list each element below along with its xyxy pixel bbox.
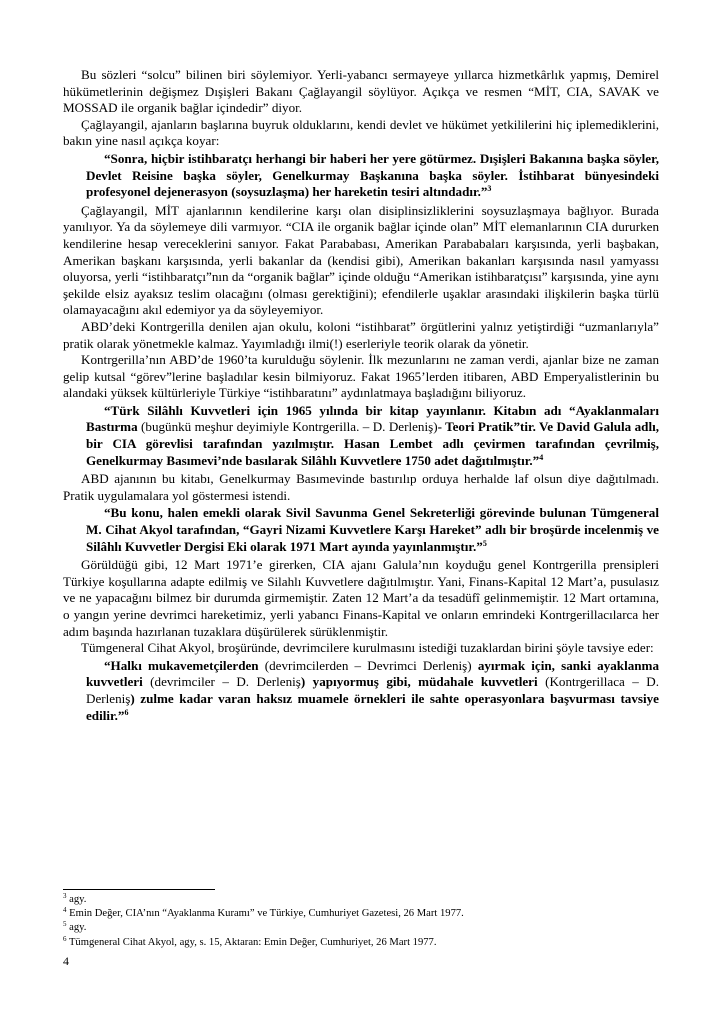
footnote-ref: 5 [482, 538, 487, 548]
footnote [63, 936, 659, 950]
footnote [63, 921, 659, 935]
footnote-ref: 3 [487, 184, 492, 194]
editor-note: (devrimciler – D. Derleniş [142, 674, 301, 690]
paragraph: Çağlayangil, ajanların başlarına buyruk olduklarını, kendi devlet ve hükümet yetkililerini hiç iplemediklerini, bakın yine nasıl açıkça koyar: [63, 116, 659, 149]
footnote-number: 4 [63, 906, 67, 915]
block-quote [86, 658, 659, 724]
block-quote [86, 505, 659, 555]
footnote-ref: 4 [539, 452, 544, 462]
footnote-text: Tümgeneral Cihat Akyol, agy, s. 15, Aktaran: Emin Değer, Cumhuriyet, 26 Mart 1977. [66, 936, 437, 948]
footnote-text: agy. [66, 922, 87, 934]
quote-text: “Türk Silâhlı Kuvvetleri için 1965 yılında bir kitap yayınlanır. Kitabın adı “Ayaklanmaları Bastırma [86, 402, 659, 435]
quote-text: “Sonra, hiçbir istihbaratçı herhangi bir haberi her yere götürmez. Dışişleri Bakanına başka söyler, Devlet Reisine başka söyler, Genelkurmay Başkanına başka söyler. İstihbarat bünyesindeki profesyonel dejenerasyon (soysuzlaşma) her hareketin tesiri altındadır.” [86, 150, 659, 200]
paragraph: Bu sözleri “solcu” bilinen biri söylemiyor. Yerli-yabancı sermayeye yıllarca hizmetkârlık yapmış, Demirel hükümetlerinin değişmez Dışişleri Bakanı Çağlayangil söylüyor. Açıkça ve resmen “MİT, CIA, SAVAK ve MOSSAD ile organik bağlar içindedir” diyor. [63, 67, 659, 116]
page-number: 4 [63, 954, 69, 968]
paragraph: ABD’deki Kontrgerilla denilen ajan okulu, koloni “istihbarat” örgütlerini yalnız yetiştirdiği “uzmanlarıyla” pratik olarak yönetmekle kalmaz. Yayımladığı ilmi(!) eserleriyle teorik olarak da yönetir. [63, 318, 659, 351]
footnote-divider [63, 889, 215, 890]
quote-text: “Halkı mukavemetçilerden [104, 657, 259, 673]
quote-text: ) yapıyormuş gibi, müdahale kuvvetleri [300, 674, 538, 690]
paragraph: Kontrgerilla’nın ABD’de 1960’ta kurulduğu söylenir. İlk mezunlarını ne zaman verdi, ajanlar bize ne zaman gelip kutsal “görev”lerine başladılar kesin bilmiyoruz. Fakat 1965’lerden itibaren, ABD Emperyalistlerinin bu alandaki yüksek kültürleriyle Türkiye “istihbaratını” aydınlatmaya başladığını biliyoruz. [63, 352, 659, 401]
editor-note: (devrimcilerden – Devrimci Derleniş) [258, 657, 478, 673]
paragraph: ABD ajanının bu kitabı, Genelkurmay Basımevinde bastırılıp orduya herhalde laf olsun diye dağıtılmadı. Pratik uygulamalara yol göstermesi istendi. [63, 471, 659, 503]
footnote-text: agy. [66, 894, 87, 905]
block-quote [86, 403, 659, 469]
editor-note: (bugünkü meşhur deyimiyle Kontrgerilla. – D. Derleniş) [137, 419, 438, 435]
page-body [63, 67, 659, 726]
footnote-number: 5 [63, 920, 67, 929]
quote-text: ayırmak için, sanki ayaklanma kuvvetleri [86, 657, 659, 690]
footnote-number: 3 [63, 892, 67, 900]
footnote [63, 893, 659, 907]
quote-text: - Teori Pratik”tir. Ve David Galula adlı, bir CIA görevlisi tarafından yazılmıştır. Hasan Lembet adlı çevirmen tarafından çevrilmiş, Genelkurmay Basımevi’nde basılarak Silâhlı Kuvvetlere 1750 adet dağıtılmıştır.” [86, 419, 659, 468]
footnote-number: 6 [63, 934, 67, 943]
footnote-ref: 6 [124, 707, 129, 717]
editor-note: (Kontrgerillaca – D. Derleniş [86, 674, 660, 706]
paragraph: Görüldüğü gibi, 12 Mart 1971’e girerken, CIA ajanı Galula’nın koyduğu genel Kontrgerilla prensipleri Türkiye koşullarına adapte edilmiş ve Silahlı Kuvvetlere dağıtılmıştır. Yani, Finans-Kapital 12 Mart’a, pusulasız ve ne yapacağını bilmez bir durumda girmemiştir. Zaten 12 Mart’a da tesadüfî gelinmemiştir. 12 Mart ortamına, o yangın yerine devrimci hareketimiz, yerli yabancı Finans-Kapital ve onların emrindeki Kontrgerillacılarca her adım başında hazırlanan tuzaklara düşürülerek sürüklenmiştir. [63, 557, 659, 639]
paragraph: Tümgeneral Cihat Akyol, broşüründe, devrimcilere kurulmasını istediği tuzaklardan birini şöyle tavsiye eder: [81, 640, 654, 656]
footnotes [63, 893, 659, 950]
quote-text: “Bu konu, halen emekli olarak Sivil Savunma Genel Sekreterliği görevinde bulunan Tümgeneral M. Cihat Akyol tarafından, “Gayri Nizami Kuvvetlere Karşı Hareket” adlı bir broşürde incelenmiş ve Silâhlı Kuvvetler Dergisi Eki olarak 1971 Mart ayında yayınlanmıştır.” [86, 505, 659, 554]
footnote [63, 907, 659, 921]
block-quote [86, 151, 659, 201]
quote-text: ) zulme kadar varan haksız muamele örnekleri ile sahte operasyonlara başvurması tavsiye edilir.” [86, 690, 659, 723]
footnote-text: Emin Değer, CIA’nın “Ayaklanma Kuramı” ve Türkiye, Cumhuriyet Gazetesi, 26 Mart 1977. [66, 908, 464, 920]
paragraph: Çağlayangil, MİT ajanlarının kendilerine karşı olan disiplinsizliklerini soysuzlaşmaya bağlıyor. Burada yanılıyor. Ya da söylemeye dili varmıyor. “CIA ile organik bağlar içinde olan” MİT elemanlarının CIA dururken kendilerine hesap vereceklerini sanıyor. Fakat Parababası, Amerikan Parababaları karşısında, yerli başbakan, Amerikan başkanı karşısında, yerli bakanlar da (kendisi gibi), Amerikan bakanları karşısında nasıl yamyassı oluyorsa, yerli “istihbaratçı”nın da “organik bağlar” içinde olduğu “Amerikan istihbaratçısı” karşısında, yine aynı şekilde elsiz ayaksız teslim olacağını (olması gerektiğini); efendilerle uşaklar arasındaki ilişkilerin başka türlü olamayacağını akıl edemiyor ya da söyleyemiyor. [63, 202, 659, 318]
